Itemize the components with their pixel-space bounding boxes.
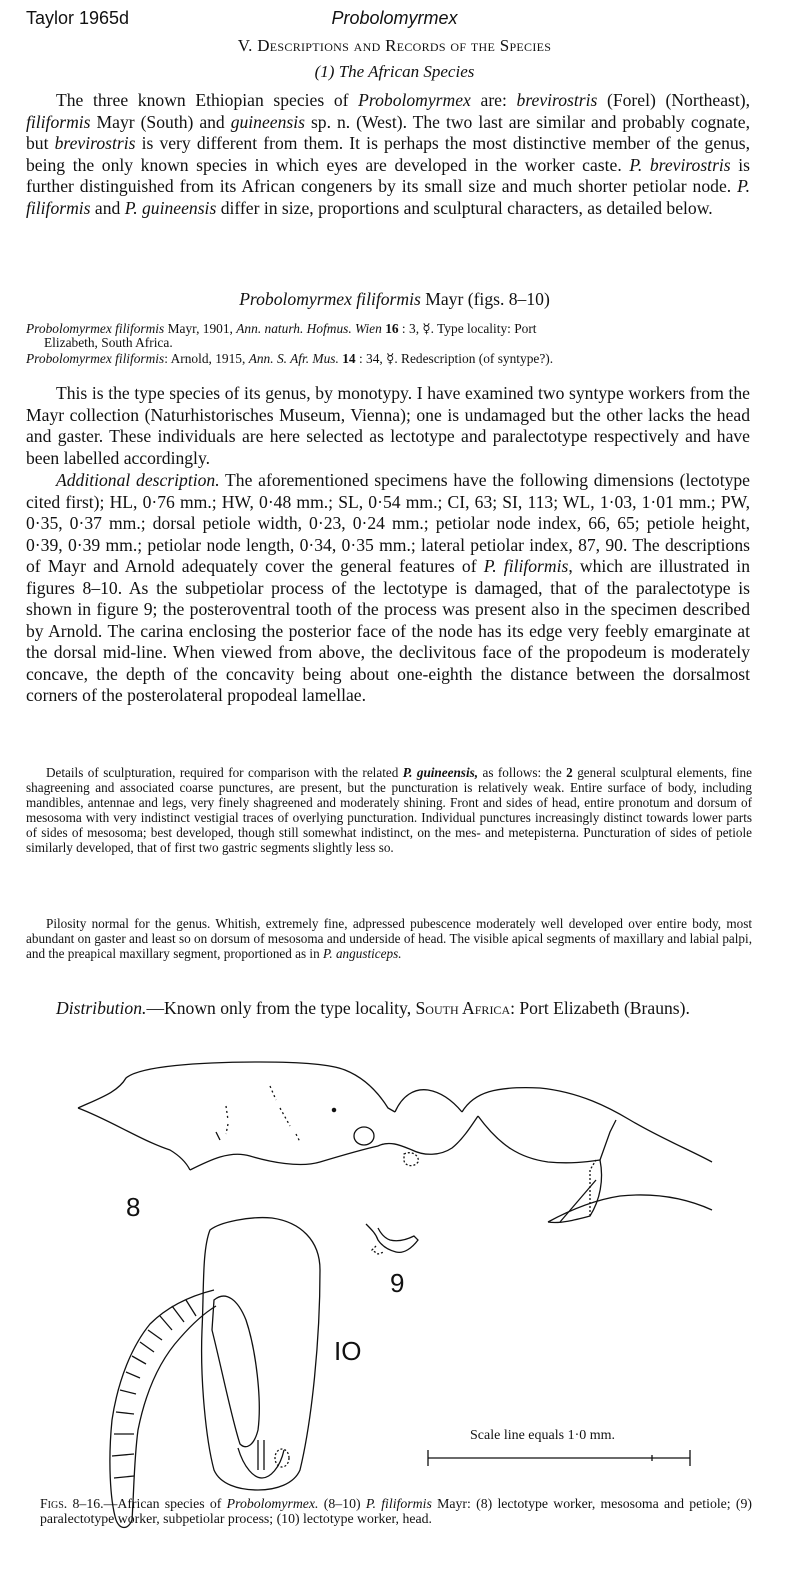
figure-8-mesosoma — [78, 1062, 712, 1223]
figure-10-head — [110, 1218, 320, 1528]
genus-name: Probolomyrmex — [358, 90, 471, 110]
journal-name: Ann. S. Afr. Mus. — [248, 351, 339, 366]
text-run: general sculptural elements, fine shagreening and associated coarse punctures, are present, but the puncturation is relatively weak. Entire surface of body, including mandibles, antennae and legs, very finely shagreened and moderately shining. Front and sides of head, entire pronotum and dorsum of mesosoma with very indistinct vestigial traces of overlying puncturation. Individual punctures increasingly distinct towards lower parts of sides of mesosoma; best developed, though still somewhat indistinct, on the mes- and metepisterna. Puncturation of sides of petiole similarly developed, that of first two gastric segments slightly less so. — [26, 765, 753, 855]
header-author-year: Taylor 1965d — [26, 8, 130, 28]
text-run: sp. n. (West). The two last are similar and probably cognate, but — [26, 111, 750, 153]
text-run: : Port Elizabeth (Brauns). — [510, 998, 690, 1018]
species-name: P. brevirostris — [629, 154, 731, 175]
scale-label: Scale line equals 1·0 mm. — [470, 1428, 616, 1443]
figure-label-10: IO — [334, 1336, 362, 1366]
text-run: : Arnold, 1915, — [164, 351, 249, 366]
text-run: The three known Ethiopian species of — [56, 90, 359, 110]
volume-number: 16 — [385, 321, 399, 336]
figure-label-9: 9 — [390, 1268, 405, 1298]
species-name: P. guineensis, — [402, 765, 479, 780]
text-run: Mayr: (8) lectotype worker, mesosoma and petiole; (9) paralectotype worker, subpetiolar process; (10) lectotype worker, head. — [40, 1496, 752, 1526]
species-name: brevirostris — [516, 90, 598, 110]
species-name: brevirostris — [54, 133, 136, 153]
figure-9-subpetiolar-process — [366, 1224, 418, 1254]
species-name: Probolomyrmex filiformis — [26, 321, 165, 336]
text-run: : 3, ☿. Type locality: Port — [398, 321, 537, 336]
text-run: Mayr, 1901, — [164, 321, 237, 336]
paragraph-label: Additional description. — [56, 470, 220, 490]
text-run: and — [90, 197, 125, 218]
type-species-paragraph: This is the type species of its genus, by monotypy. I have examined two syntype workers from the Mayr collection (Naturhistorisches Museum, Vienna); one is undamaged but the other lacks the head and gaster. These individuals are here selected as lectotype and paralectotype respectively and have been labelled accordingly. — [26, 383, 750, 468]
text-run: The aforementioned specimens have the following dimensions (lectotype cited first); HL, 0·76 mm.; HW, 0·48 mm.; SL, 0·54 mm.; CI, 63; SI, 113; WL, 1·03, 1·01 mm.; PW, 0·35, 0·37 mm.; dorsal petiole width, 0·23, 0·24 mm.; petiolar node index, 66, 65; petiole height, 0·39, 0·39 mm.; petiolar node length, 0·34, 0·35 mm.; lateral petiolar index, 87, 90. The descriptions of Mayr and Arnold adequately cover the general features of — [26, 470, 750, 576]
text-run: —Known only from the type locality, — [146, 998, 416, 1018]
subsection-heading-text: (1) The African Species — [314, 62, 475, 81]
species-name: Probolomyrmex filiformis — [26, 351, 165, 366]
text-run: as follows: the — [478, 765, 567, 780]
text-run: Elizabeth, South Africa. — [44, 335, 173, 350]
text-run: Details of sculpturation, required for comparison with the related — [46, 765, 403, 780]
text-run: Mayr (South) and — [90, 111, 231, 132]
species-name: guineensis — [230, 111, 305, 132]
text-run: 2 — [566, 765, 573, 780]
paragraph-label: Distribution. — [56, 998, 147, 1018]
figure-caption — [40, 1496, 752, 1526]
figure-label-8: 8 — [126, 1192, 141, 1222]
species-name: P. filiformis — [26, 176, 750, 218]
text-run: are: — [470, 90, 517, 110]
text-run: differ in size, proportions and sculptural characters, as detailed below. — [216, 197, 713, 218]
text-run: , which are illustrated in figures 8–10. As the subpetiolar process of the lectotype is damaged, that of the paralectotype is shown in figure 9; the posteroventral tooth of the process was present also in the specimen described by Arnold. The carina enclosing the posterior face of the node has its edge very feebly emarginate at the dorsal mid-line. When viewed from above, the declivitous face of the propodeum is moderately concave, the depth of the concavity being about one-eighth the distance between the dorsalmost corners of the posterolateral propodeal lamellae. — [26, 556, 750, 705]
volume-number: 14 — [342, 351, 356, 366]
species-name: P. angusticeps. — [323, 946, 402, 961]
text-run: is further distinguished from its African congeners by its small size and much shorter petiolar node. — [26, 154, 750, 196]
species-name: P. filiformis — [483, 556, 569, 576]
section-heading: V. Descriptions and Records of the Species — [237, 36, 552, 55]
country-name: South Africa — [415, 998, 511, 1018]
text-run: Pilosity normal for the genus. Whitish, extremely fine, adpressed pubescence moderately well developed over entire body, most abundant on gaster and least so on dorsum of mesosoma and underside of head. The visible apical segments of maxillary and labial palpi, and the preapical maxillary segment, proportioned as in — [26, 916, 752, 961]
text-run: is very different from them. It is perhaps the most distinctive member of the genus, being the only known species in which eyes are developed in the worker caste. — [26, 133, 750, 175]
text-run: 8–16.—African species of — [67, 1496, 227, 1511]
species-name: filiformis — [26, 111, 91, 132]
species-name: P. guineensis — [124, 197, 217, 218]
journal-name: Ann. naturh. Hofmus. Wien — [236, 321, 382, 336]
species-heading-rest: Mayr (figs. 8–10) — [420, 289, 550, 309]
genus-name: Probolomyrmex. — [226, 1496, 319, 1511]
header-genus: Probolomyrmex — [331, 8, 458, 28]
species-heading-name: Probolomyrmex filiformis — [239, 289, 421, 309]
text-run: Figs. — [40, 1496, 68, 1511]
scale-line — [428, 1450, 690, 1466]
text-run: (8–10) — [318, 1496, 366, 1511]
text-run: (Forel) (Northeast), — [597, 90, 750, 110]
species-name: P. filiformis — [365, 1496, 432, 1511]
text-run: : 34, ☿. Redescription (of syntype?). — [355, 351, 554, 366]
